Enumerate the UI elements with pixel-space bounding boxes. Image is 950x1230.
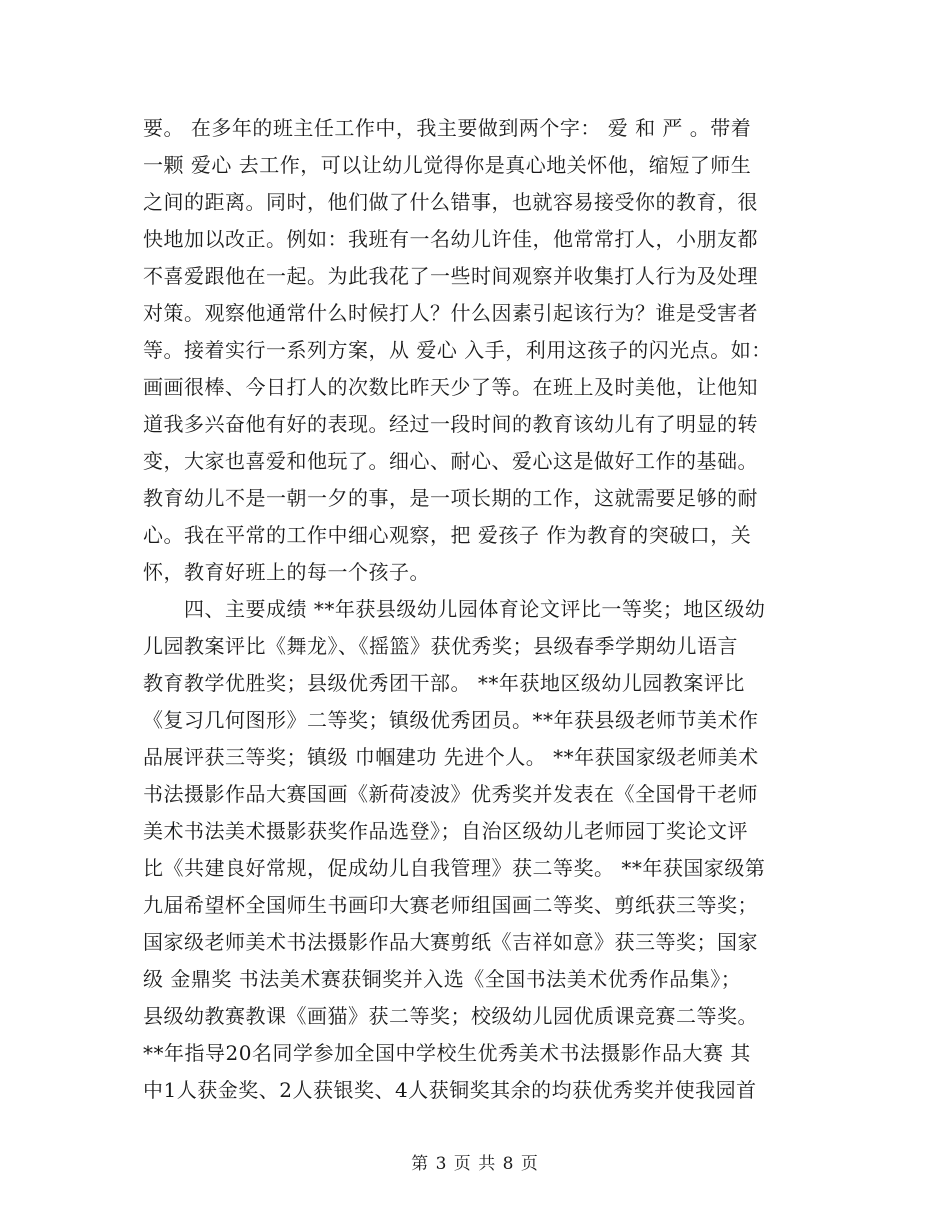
text-line-19: 书法摄影作品大赛国画《新荷凌波》优秀奖并发表在《全国骨干老师 bbox=[143, 782, 758, 806]
text-line-24: 级 金鼎奖 书法美术赛获铜奖并入选《全国书法美术优秀作品集》； bbox=[143, 967, 742, 991]
text-line-9: 道我多兴奋他有好的表现。经过一段时间的教育该幼儿有了明显的转 bbox=[143, 412, 758, 436]
text-line-26: **年指导20名同学参加全国中学校生优秀美术书法摄影作品大赛 其 bbox=[143, 1041, 751, 1065]
text-line-25: 县级幼教赛教课《画猫》获二等奖；校级幼儿园优质课竞赛二等奖。 bbox=[143, 1004, 758, 1028]
text-line-11: 教育幼儿不是一朝一夕的事，是一项长期的工作，这就需要足够的耐 bbox=[143, 486, 758, 510]
text-line-6: 对策。观察他通常什么时候打人？什么因素引起该行为？谁是受害者 bbox=[143, 301, 758, 325]
text-line-4: 快地加以改正。例如：我班有一名幼儿许佳，他常常打人，小朋友都 bbox=[143, 227, 758, 251]
text-line-14: 四、主要成绩 **年获县级幼儿园体育论文评比一等奖；地区级幼 bbox=[143, 597, 766, 621]
text-line-5: 不喜爱跟他在一起。为此我花了一些时间观察并收集打人行为及处理 bbox=[143, 264, 758, 288]
text-line-13: 怀，教育好班上的每一个孩子。 bbox=[143, 560, 430, 584]
text-line-16: 教育教学优胜奖；县级优秀团干部。 **年获地区级幼儿园教案评比 bbox=[143, 671, 745, 695]
text-line-23: 国家级老师美术书法摄影作品大赛剪纸《吉祥如意》获三等奖；国家 bbox=[143, 930, 758, 954]
text-line-8: 画画很棒、今日打人的次数比昨天少了等。在班上及时美他，让他知 bbox=[143, 375, 758, 399]
text-line-10: 变，大家也喜爱和他玩了。细心、耐心、爱心这是做好工作的基础。 bbox=[143, 449, 758, 473]
text-line-12: 心。我在平常的工作中细心观察，把 爱孩子 作为教育的突破口，关 bbox=[143, 523, 752, 547]
text-line-17: 《复习几何图形》二等奖；镇级优秀团员。**年获县级老师节美术作 bbox=[143, 708, 759, 732]
text-line-27: 中1人获金奖、2人获银奖、4人获铜奖其余的均获优秀奖并使我园首 bbox=[143, 1078, 757, 1102]
text-line-20: 美术书法美术摄影获奖作品选登》；自治区级幼儿老师园丁奖论文评 bbox=[143, 819, 748, 843]
text-line-2: 一颗 爱心 去工作，可以让幼儿觉得你是真心地关怀他，缩短了师生 bbox=[143, 153, 752, 177]
page-number-footer: 第 3 页 共 8 页 bbox=[411, 1154, 539, 1174]
text-line-3: 之间的距离。同时，他们做了什么错事，也就容易接受你的教育，很 bbox=[143, 190, 758, 214]
text-line-15: 儿园教案评比《舞龙》、《摇篮》获优秀奖；县级春季学期幼儿语言 bbox=[143, 634, 738, 658]
text-line-18: 品展评获三等奖；镇级 巾帼建功 先进个人。 **年获国家级老师美术 bbox=[143, 745, 759, 769]
text-line-7: 等。接着实行一系列方案，从 爱心 入手，利用这孩子的闪光点。如： bbox=[143, 338, 772, 362]
text-line-21: 比《共建良好常规，促成幼儿自我管理》获二等奖。 **年获国家级第 bbox=[143, 856, 766, 880]
text-line-22: 九届希望杯全国师生书画印大赛老师组国画二等奖、剪纸获三等奖； bbox=[143, 893, 758, 917]
text-line-1: 要。 在多年的班主任工作中，我主要做到两个字： 爱 和 严 。带着 bbox=[143, 116, 752, 140]
